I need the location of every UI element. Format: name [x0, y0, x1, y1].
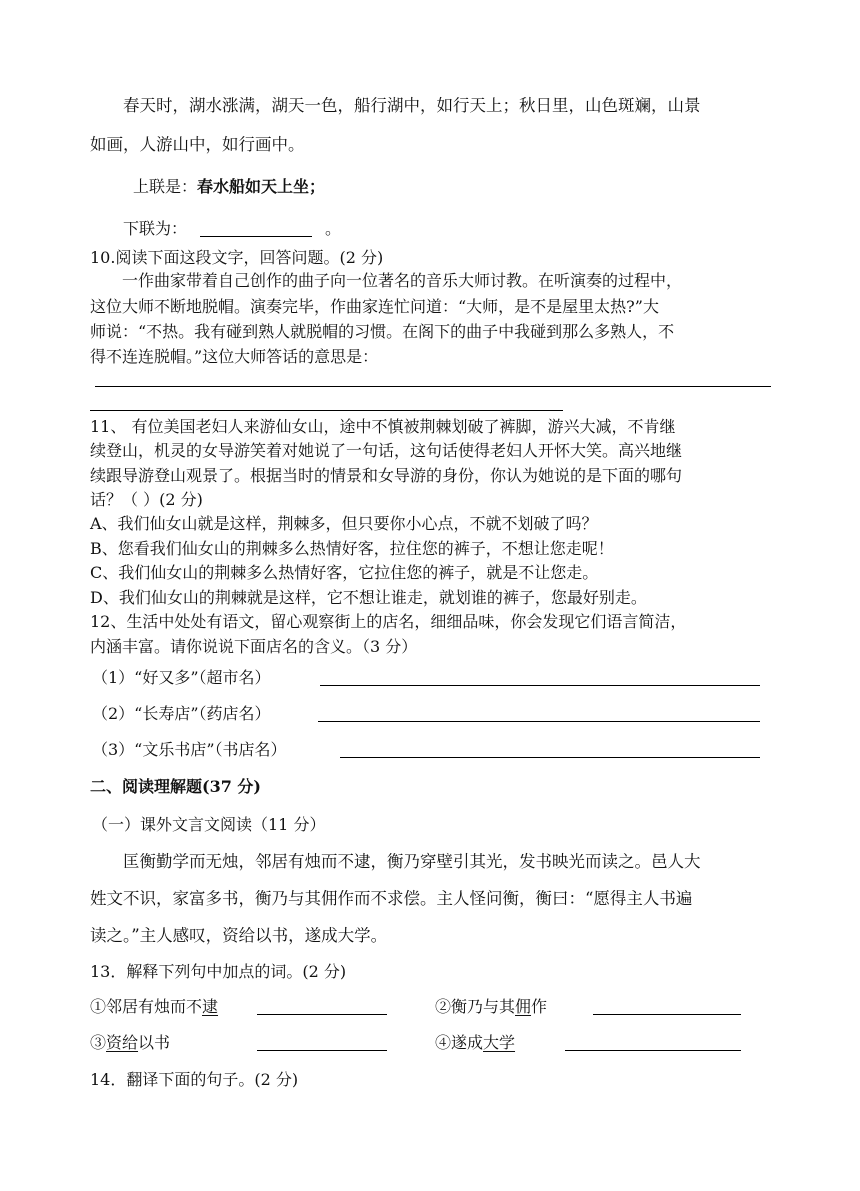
item-text: ②衡乃与其: [435, 997, 516, 1016]
passage-line: 春天时，湖水涨满，湖天一色，船行湖中，如行天上；秋日里，山色斑斓，山景: [123, 96, 701, 115]
underlined-word: 逮: [202, 997, 219, 1016]
question-12-line: 12、生活中处处有语文，留心观察街上的店名，细细品味，你会发现它们语言简洁，: [90, 612, 687, 631]
item-text: 作: [531, 997, 548, 1016]
answer-blank[interactable]: [593, 1014, 741, 1015]
answer-line[interactable]: [90, 410, 563, 411]
answer-line[interactable]: [318, 721, 760, 722]
answer-blank[interactable]: [200, 236, 312, 237]
option-d: D、我们仙女山的荆棘就是这样，它不想让谁走，就划谁的裤子，您最好别走。: [90, 588, 647, 607]
question-12-item: （1）“好又多”（超市名）: [92, 668, 271, 687]
answer-line[interactable]: [95, 386, 771, 387]
passage-line: 匡衡勤学而无烛，邻居有烛而不逮，衡乃穿壁引其光，发书映光而读之。邑人大: [123, 852, 701, 871]
underlined-word: 佣: [515, 997, 532, 1016]
question-13-head: 13．解释下列句中加点的词。(2 分): [90, 962, 347, 981]
section-subtitle: （一）课外文言文阅读（11 分）: [92, 815, 326, 834]
question-10-head: 10.阅读下面这段文字，回答问题。(2 分): [90, 248, 384, 267]
answer-blank[interactable]: [257, 1050, 387, 1051]
section-title: 二、阅读理解题(37 分): [90, 777, 261, 796]
question-13-item: [435, 1033, 515, 1053]
passage-line: 如画，人游山中，如行画中。: [90, 135, 305, 154]
item-text: ③: [90, 1033, 107, 1052]
item-text: ①邻居有烛而不: [90, 997, 203, 1016]
lower-end: 。: [325, 219, 342, 238]
question-12-item: （3）“文乐书店”（书店名）: [92, 740, 287, 759]
question-11-line: 话？（ ）(2 分): [90, 490, 203, 509]
question-13-item: [90, 997, 218, 1017]
question-11-line: 续跟导游登山观景了。根据当时的情景和女导游的身份，你认为她说的是下面的哪句: [90, 466, 683, 485]
question-13-item: [90, 1033, 170, 1053]
question-10-line: 师说：“不热。我有碰到熟人就脱帽的习惯。在阁下的曲子中我碰到那么多熟人，不: [90, 322, 675, 341]
passage-line: 姓文不识，家富多书，衡乃与其佣作而不求偿。主人怪问衡，衡曰：“愿得主人书遍: [90, 889, 693, 908]
question-13-item: [435, 997, 547, 1017]
option-b: B、您看我们仙女山的荆棘多么热情好客，拉住您的裤子，不想让您走呢！: [90, 539, 614, 558]
question-12-item: （2）“长寿店”（药店名）: [92, 704, 271, 723]
passage-line: 读之。”主人感叹，资给以书，遂成大学。: [90, 926, 388, 945]
option-c: C、我们仙女山的荆棘多么热情好客，它拉住您的裤子，就是不让您走。: [90, 563, 599, 582]
question-10-line: 一作曲家带着自己创作的曲子向一位著名的音乐大师讨教。在听演奏的过程中，: [122, 271, 683, 290]
underlined-word: 大学: [483, 1033, 516, 1052]
upper-text: 春水船如天上坐；: [197, 177, 326, 196]
question-14-head: 14．翻译下面的句子。(2 分): [90, 1070, 299, 1089]
underlined-word: 资给: [106, 1033, 139, 1052]
answer-line[interactable]: [340, 757, 760, 758]
answer-blank[interactable]: [565, 1050, 741, 1051]
answer-line[interactable]: [320, 685, 760, 686]
question-10-line: 这位大师不断地脱帽。演奏完毕，作曲家连忙问道：“大师，是不是屋里太热?”大: [90, 297, 659, 316]
question-11-line: 续登山，机灵的女导游笑着对她说了一句话，这句话使得老妇人开怀大笑。高兴地继: [90, 441, 683, 460]
lower-label: 下联为：: [123, 219, 188, 238]
option-a: A、我们仙女山就是这样，荆棘多，但只要你小心点，不就不划破了吗？: [90, 514, 598, 533]
question-10-line: 得不连连脱帽。”这位大师答话的意思是：: [90, 347, 379, 366]
question-11-line: 11、 有位美国老妇人来游仙女山，途中不慎被荆棘划破了裤脚，游兴大减，不肯继: [90, 417, 676, 436]
question-12-line: 内涵丰富。请你说说下面店名的含义。（3 分）: [90, 637, 418, 656]
couplet-lower: [123, 219, 187, 239]
couplet-upper: [133, 177, 325, 197]
item-text: ④遂成: [435, 1033, 484, 1052]
item-text: 以书: [138, 1033, 171, 1052]
upper-label: 上联是：: [133, 177, 198, 196]
answer-blank[interactable]: [257, 1014, 387, 1015]
